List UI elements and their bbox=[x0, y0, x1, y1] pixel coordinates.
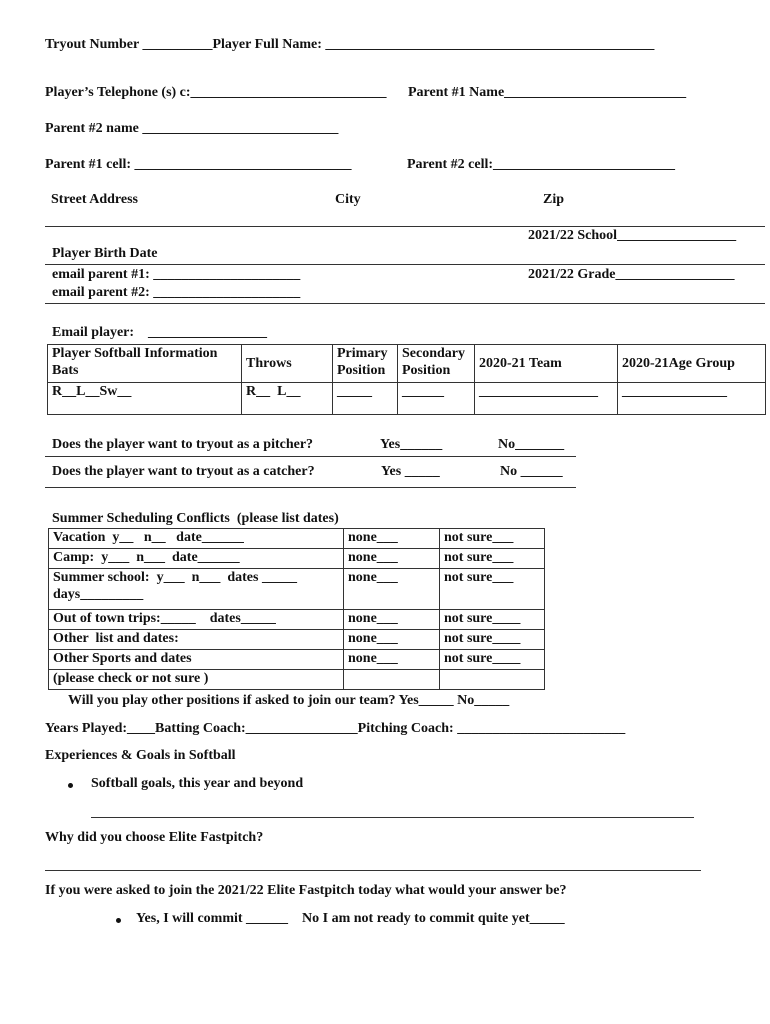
experiences-heading: Experiences & Goals in Softball bbox=[45, 748, 236, 763]
join-question: If you were asked to join the 2021/22 Elite Fastpitch today what would your answer be? bbox=[45, 883, 567, 898]
softball-info-table bbox=[47, 344, 766, 415]
empty-cell bbox=[440, 670, 545, 690]
city-label: City bbox=[335, 192, 361, 207]
bats-value: R__L__Sw__ bbox=[48, 383, 242, 415]
other-list-cell: Other list and dates: bbox=[49, 630, 344, 650]
why-answer-line bbox=[45, 870, 701, 871]
summer-school-not-sure: not sure___ bbox=[440, 569, 545, 610]
other-list-none: none___ bbox=[344, 630, 440, 650]
pitcher-question: Does the player want to tryout as a pitcher? bbox=[52, 437, 314, 452]
email-parent2-line: email parent #2: _____________________ bbox=[52, 285, 301, 300]
pitcher-yes: Yes______ bbox=[380, 437, 443, 452]
out-of-town-none: none___ bbox=[344, 610, 440, 630]
throws-value: R__ L__ bbox=[242, 383, 333, 415]
telephone-line: Player’s Telephone (s) c:____________________________ bbox=[45, 85, 387, 100]
parent1-cell-line: Parent #1 cell: _______________________________ bbox=[45, 157, 352, 172]
team-value: _________________ bbox=[475, 383, 618, 415]
parent2-name-line: Parent #2 name ____________________________ bbox=[45, 121, 339, 136]
tryout-player-line: Tryout Number __________Player Full Name: _______________________________________________ bbox=[45, 37, 655, 52]
bullet-icon bbox=[68, 783, 73, 788]
catcher-yes: Yes _____ bbox=[381, 464, 440, 479]
catcher-question: Does the player want to tryout as a catcher? bbox=[52, 464, 315, 479]
divider bbox=[45, 303, 765, 304]
other-positions-question: Will you play other positions if asked to join our team? Yes_____ No_____ bbox=[68, 693, 510, 708]
camp-none: none___ bbox=[344, 549, 440, 569]
divider bbox=[45, 456, 576, 457]
divider bbox=[45, 487, 576, 488]
secondary-position-header: Secondary Position bbox=[398, 345, 475, 383]
out-of-town-cell: Out of town trips:_____ dates_____ bbox=[49, 610, 344, 630]
pitcher-no: No_______ bbox=[498, 437, 565, 452]
bullet-icon bbox=[116, 918, 121, 923]
out-of-town-not-sure: not sure____ bbox=[440, 610, 545, 630]
parent2-cell-line: Parent #2 cell:__________________________ bbox=[407, 157, 676, 172]
other-sports-cell: Other Sports and dates bbox=[49, 650, 344, 670]
zip-label: Zip bbox=[543, 192, 565, 207]
bats-header: Player Softball Information Bats bbox=[48, 345, 242, 383]
camp-cell: Camp: y___ n___ date______ bbox=[49, 549, 344, 569]
summer-school-none: none___ bbox=[344, 569, 440, 610]
other-sports-not-sure: not sure____ bbox=[440, 650, 545, 670]
throws-header: Throws bbox=[242, 345, 333, 383]
street-address-label: Street Address bbox=[51, 192, 138, 207]
divider bbox=[45, 226, 765, 227]
other-sports-none: none___ bbox=[344, 650, 440, 670]
vacation-cell: Vacation y__ n__ date______ bbox=[49, 529, 344, 549]
catcher-no: No ______ bbox=[500, 464, 563, 479]
parent1-name-line: Parent #1 Name__________________________ bbox=[408, 85, 687, 100]
commit-answer-line: Yes, I will commit ______ No I am not ready to commit quite yet_____ bbox=[136, 911, 565, 926]
years-coach-line: Years Played:____Batting Coach:________________Pitching Coach: ________________________ bbox=[45, 721, 626, 736]
primary-position-value: _____ bbox=[333, 383, 398, 415]
age-group-header: 2020-21Age Group bbox=[618, 345, 766, 383]
other-list-not-sure: not sure____ bbox=[440, 630, 545, 650]
email-player-line: Email player: _________________ bbox=[52, 325, 268, 340]
secondary-position-value: ______ bbox=[398, 383, 475, 415]
goals-answer-line bbox=[91, 817, 694, 818]
summer-conflicts-title: Summer Scheduling Conflicts (please list dates) bbox=[52, 511, 339, 526]
camp-not-sure: not sure___ bbox=[440, 549, 545, 569]
grade-line: 2021/22 Grade_________________ bbox=[528, 267, 735, 282]
age-group-value: _______________ bbox=[618, 383, 766, 415]
birth-date-label: Player Birth Date bbox=[52, 246, 158, 261]
summer-conflicts-table bbox=[48, 528, 545, 690]
vacation-not-sure: not sure___ bbox=[440, 529, 545, 549]
email-parent1-line: email parent #1: _____________________ bbox=[52, 267, 301, 282]
primary-position-header: Primary Position bbox=[333, 345, 398, 383]
empty-cell bbox=[344, 670, 440, 690]
softball-goals-label: Softball goals, this year and beyond bbox=[91, 776, 304, 791]
divider bbox=[45, 264, 765, 265]
school-line: 2021/22 School_________________ bbox=[528, 228, 737, 243]
why-elite-question: Why did you choose Elite Fastpitch? bbox=[45, 830, 264, 845]
vacation-none: none___ bbox=[344, 529, 440, 549]
team-header: 2020-21 Team bbox=[475, 345, 618, 383]
summer-school-cell: Summer school: y___ n___ dates _____ days_________ bbox=[49, 569, 344, 610]
please-check-cell: (please check or not sure ) bbox=[49, 670, 344, 690]
